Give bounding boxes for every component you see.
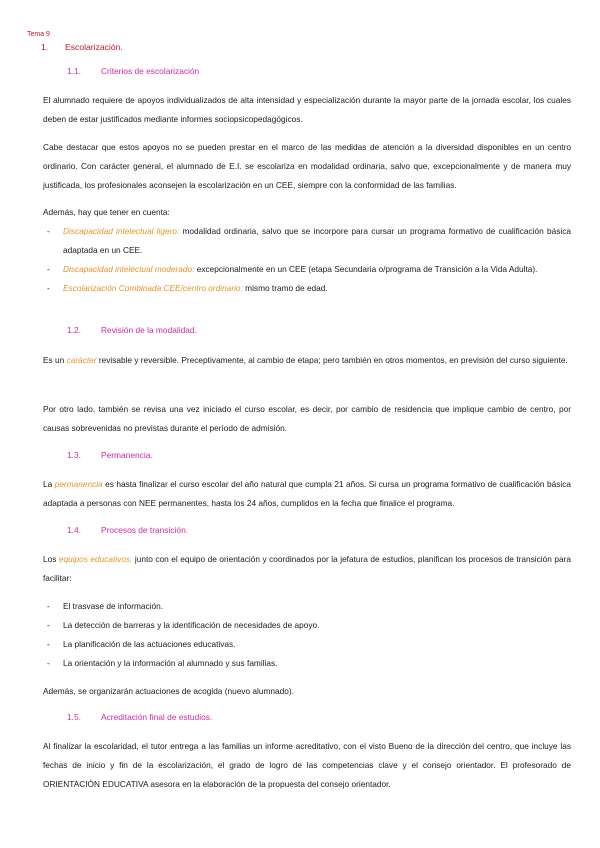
list-bullet: - [47,601,50,611]
text-run: Los [43,554,59,564]
highlight-term: equipos educativos, [58,554,133,564]
topic-label: Tema 9 [27,31,50,38]
list-item-text: mismo tramo de edad. [242,283,328,293]
paragraph-acogida: Además, se organizarán actuaciones de acogida (nuevo alumnado). [43,686,294,696]
subsection-heading-1-2 [67,325,197,335]
paragraph-tener-en-cuenta: Además, hay que tener en cuenta: [43,207,170,217]
list-bullet: - [47,620,50,630]
subsection-title: Criterios de escolarización [101,66,200,76]
highlight-term: Escolarización Combinada CEE/centro ordinario: [63,283,243,293]
list-bullet: - [47,658,50,668]
subsection-heading-1-1 [67,66,199,76]
list-item-text: modalidad ordinaria, salvo que se incorpore para cursar un programa formativo de cualificación básica adaptada en un CEE. [63,226,571,255]
list-item [43,635,571,654]
section-number: 1. [41,42,49,52]
list-item-text: El trasvase de información. [63,601,164,611]
paragraph-centro-ordinario: Cabe destacar que estos apoyos no se pueden prestar en el marco de las medidas de atención a la diversidad disponibles en un centro ordinario. Con carácter general, el alumnado de E.I. se escolariza en modalidad ordinaria, salvo que, excepcionalmente y de manera muy justificada, los profesionales aconsejen la escolarización en un CEE, siempre con la conformidad de las familias. [43,142,571,190]
paragraph-apoyos: El alumnado requiere de apoyos individualizados de alta intensidad y especialización durante la mayor parte de la jornada escolar, los cuales deben de estar justificados mediante informes sociopsicopedagógicos. [43,95,571,124]
section-heading-1 [41,42,123,52]
text-run: La [43,479,55,489]
highlight-term: carácter [66,355,97,365]
subsection-title: Acreditación final de estudios. [101,712,213,722]
text-run: Es un [43,355,67,365]
list-bullet: - [47,226,50,236]
subsection-number: 1.4. [67,525,81,535]
subsection-title: Procesos de transición. [101,525,189,535]
subsection-title: Revisión de la modalidad. [101,325,197,335]
list-item-text: La planificación de las actuaciones educativas. [63,639,236,649]
highlight-term: Discapacidad intelectual ligero: [63,226,180,236]
paragraph-otro-lado: Por otro lado, también se revisa una vez iniciado el curso escolar, es decir, por cambio de residencia que implique cambio de centro, por causas sobrevenidas no previstas durante el período de admisión. [43,404,571,433]
text-run: revisable y reversible. Preceptivamente, al cambio de etapa; pero también en otros momentos, en previsión del curso siguiente. [96,355,568,365]
highlight-term: Discapacidad intelectual moderado: [63,264,195,274]
list-item [43,597,571,616]
list-item [43,279,571,298]
text-run: es hasta finalizar el curso escolar del año natural que cumpla 21 años. Si cursa un programa formativo de cualificación básica adaptada a personas con NEE permanentes, hasta los 24 años, cumplidos en la fecha que finalice el programa. [43,479,571,508]
list-item [43,260,571,279]
subsection-heading-1-3 [67,450,153,460]
subsection-title: Permanencia. [101,450,153,460]
criteria-list [43,222,571,298]
list-item [43,616,571,635]
paragraph-acreditacion: Al finalizar la escolaridad, el tutor entrega a las familias un informe acreditativo, con el visto Bueno de la dirección del centro, que incluye las fechas de inicio y fin de la escolarización, el grado de logro de las competencias clave y el consejo orientador. El profesorado de ORIENTACIÓN EDUCATIVA asesora en la elaboración de la propuesta del consejo orientador. [43,741,571,789]
list-item [43,222,571,260]
list-bullet: - [47,283,50,293]
paragraph-permanencia [43,475,571,513]
list-item-text: excepcionalmente en un CEE (etapa Secundaria o/programa de Transición a la Vida Adulta). [194,264,538,274]
list-bullet: - [47,264,50,274]
list-item-text: La detección de barreras y la identificación de necesidades de apoyo. [63,620,320,630]
list-bullet: - [47,639,50,649]
subsection-heading-1-4 [67,525,188,535]
paragraph-equipos [43,550,571,588]
section-title: Escolarización. [65,42,123,52]
transition-list [43,597,571,673]
highlight-term: permanencia [54,479,103,489]
paragraph-revision [43,351,571,370]
text-run: junto con el equipo de orientación y coordinados por la jefatura de estudios, planifican los procesos de transición para facilitar: [43,554,571,583]
subsection-number: 1.3. [67,450,81,460]
subsection-number: 1.1. [67,66,81,76]
subsection-number: 1.5. [67,712,81,722]
list-item [43,654,571,673]
subsection-heading-1-5 [67,712,212,722]
list-item-text: La orientación y la información al alumnado y sus familias. [63,658,278,668]
subsection-number: 1.2. [67,325,81,335]
